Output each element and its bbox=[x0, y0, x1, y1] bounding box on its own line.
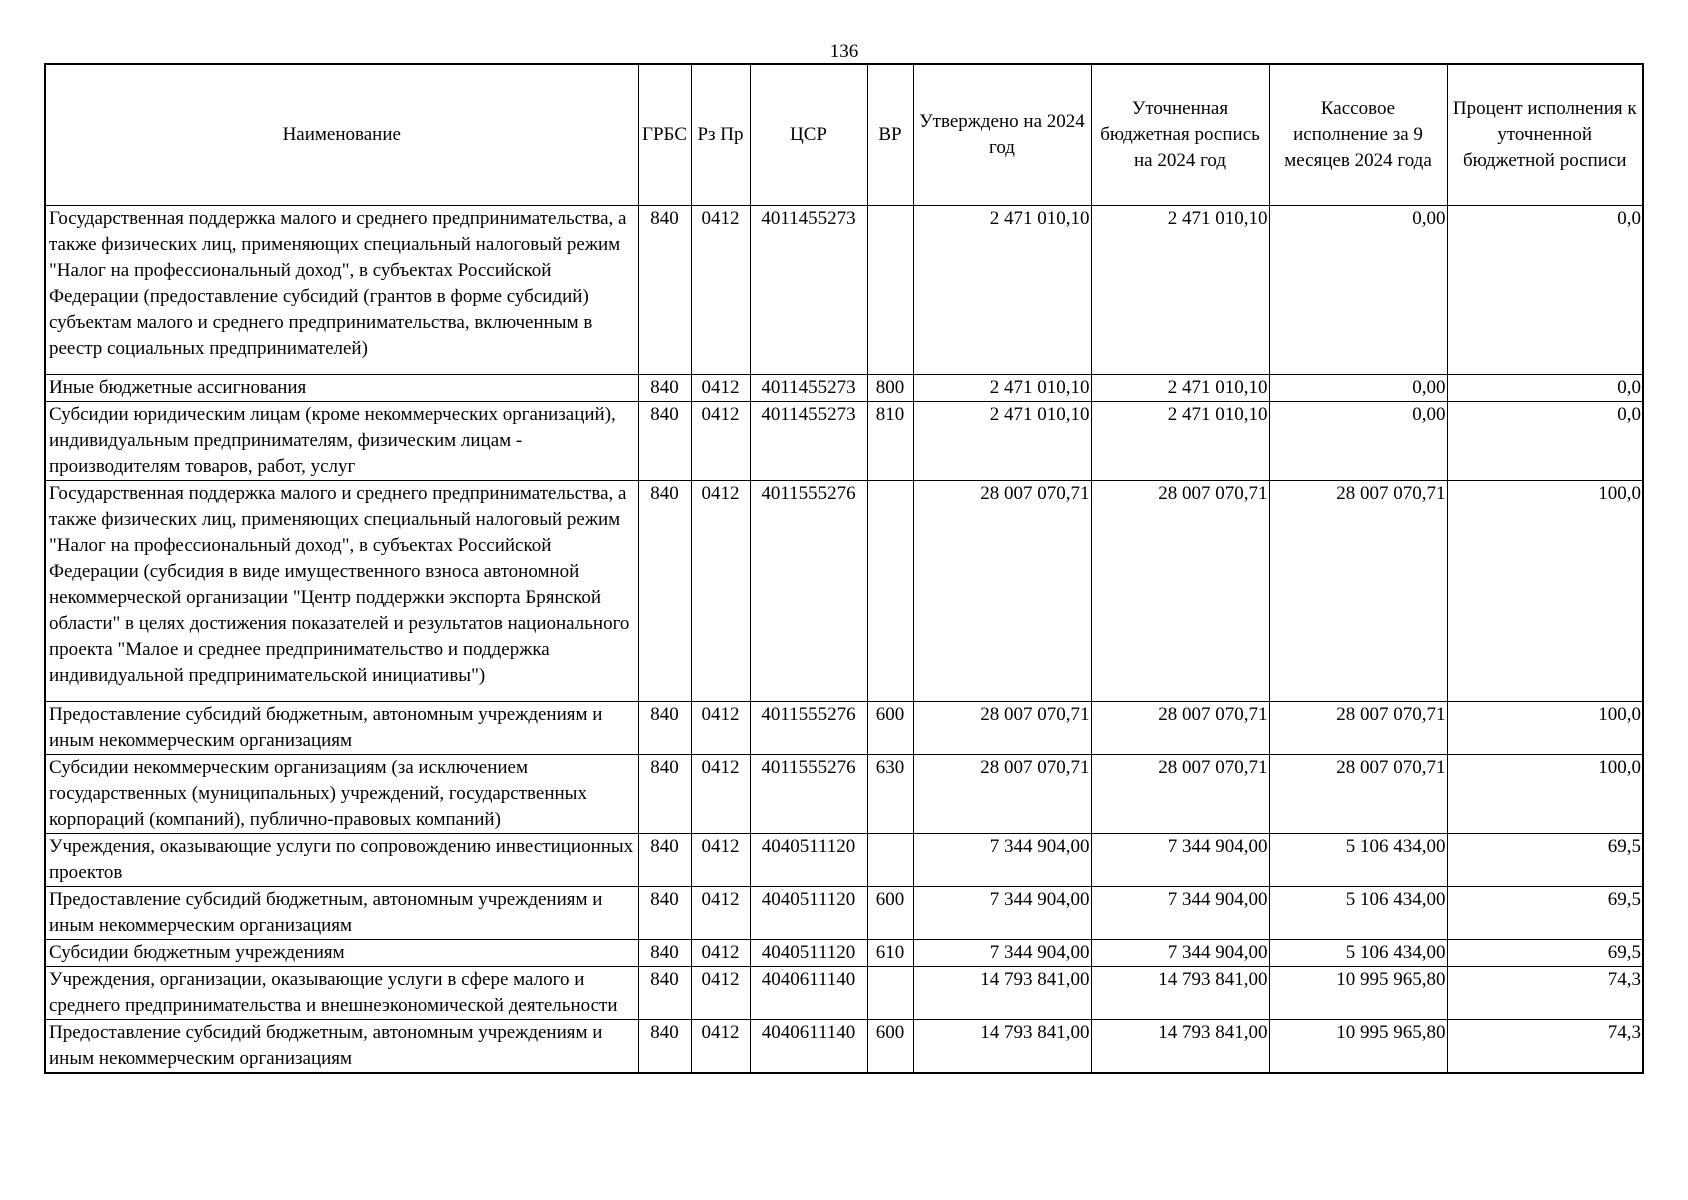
cell-executed: 10 995 965,80 bbox=[1269, 967, 1447, 1020]
cell-name: Учреждения, оказывающие услуги по сопровождению инвестиционных проектов bbox=[45, 834, 638, 887]
table-row bbox=[45, 481, 1643, 702]
cell-rzpr: 0412 bbox=[691, 402, 750, 481]
cell-refined: 14 793 841,00 bbox=[1091, 1020, 1269, 1074]
cell-refined: 2 471 010,10 bbox=[1091, 375, 1269, 402]
cell-csr: 4040511120 bbox=[750, 834, 867, 887]
cell-executed: 5 106 434,00 bbox=[1269, 834, 1447, 887]
cell-csr: 4011455273 bbox=[750, 402, 867, 481]
table-row bbox=[45, 402, 1643, 481]
cell-percent: 69,5 bbox=[1447, 834, 1643, 887]
cell-vr bbox=[867, 481, 913, 702]
cell-executed: 28 007 070,71 bbox=[1269, 755, 1447, 834]
cell-name: Иные бюджетные ассигнования bbox=[45, 375, 638, 402]
cell-percent: 0,0 bbox=[1447, 402, 1643, 481]
cell-csr: 4011555276 bbox=[750, 755, 867, 834]
table-row bbox=[45, 375, 1643, 402]
cell-percent: 69,5 bbox=[1447, 940, 1643, 967]
cell-csr: 4011455273 bbox=[750, 206, 867, 375]
cell-executed: 28 007 070,71 bbox=[1269, 481, 1447, 702]
header-csr: ЦСР bbox=[750, 64, 867, 206]
cell-name: Предоставление субсидий бюджетным, автономным учреждениям и иным некоммерческим организациям bbox=[45, 1020, 638, 1074]
cell-name: Предоставление субсидий бюджетным, автономным учреждениям и иным некоммерческим организациям bbox=[45, 887, 638, 940]
cell-vr: 610 bbox=[867, 940, 913, 967]
cell-approved: 7 344 904,00 bbox=[913, 940, 1091, 967]
cell-percent: 0,0 bbox=[1447, 375, 1643, 402]
cell-vr: 600 bbox=[867, 887, 913, 940]
table-row bbox=[45, 834, 1643, 887]
header-executed: Кассовое исполнение за 9 месяцев 2024 года bbox=[1269, 64, 1447, 206]
cell-grbs: 840 bbox=[638, 702, 691, 755]
cell-refined: 7 344 904,00 bbox=[1091, 940, 1269, 967]
cell-percent: 0,0 bbox=[1447, 206, 1643, 375]
header-refined: Уточненная бюджетная роспись на 2024 год bbox=[1091, 64, 1269, 206]
budget-table-container bbox=[44, 63, 1642, 1074]
cell-name: Государственная поддержка малого и среднего предпринимательства, а также физических лиц, применяющих специальный налоговый режим "Налог на профессиональный доход", в субъектах Российской Федерации (предоставление субсидий (грантов в форме субсидий) субъектам малого и среднего предпринимательства, включенным в реестр социальных предпринимателей) bbox=[45, 206, 638, 375]
cell-rzpr: 0412 bbox=[691, 834, 750, 887]
cell-rzpr: 0412 bbox=[691, 967, 750, 1020]
cell-vr: 810 bbox=[867, 402, 913, 481]
cell-vr: 630 bbox=[867, 755, 913, 834]
cell-refined: 7 344 904,00 bbox=[1091, 834, 1269, 887]
cell-executed: 0,00 bbox=[1269, 206, 1447, 375]
cell-approved: 14 793 841,00 bbox=[913, 1020, 1091, 1074]
cell-grbs: 840 bbox=[638, 834, 691, 887]
table-body bbox=[45, 206, 1643, 1074]
cell-executed: 28 007 070,71 bbox=[1269, 702, 1447, 755]
cell-name: Государственная поддержка малого и среднего предпринимательства, а также физических лиц, применяющих специальный налоговый режим "Налог на профессиональный доход", в субъектах Российской Федерации (субсидия в виде имущественного взноса автономной некоммерческой организации "Центр поддержки экспорта Брянской области" в целях достижения показателей и результатов национального проекта "Малое и среднее предпринимательство и поддержка индивидуальной предпринимательской инициативы") bbox=[45, 481, 638, 702]
cell-approved: 28 007 070,71 bbox=[913, 702, 1091, 755]
cell-grbs: 840 bbox=[638, 206, 691, 375]
cell-approved: 2 471 010,10 bbox=[913, 375, 1091, 402]
cell-name: Учреждения, организации, оказывающие услуги в сфере малого и среднего предпринимательства и внешнеэкономической деятельности bbox=[45, 967, 638, 1020]
cell-rzpr: 0412 bbox=[691, 206, 750, 375]
page-number: 136 bbox=[829, 41, 859, 62]
cell-refined: 28 007 070,71 bbox=[1091, 702, 1269, 755]
cell-grbs: 840 bbox=[638, 755, 691, 834]
cell-percent: 69,5 bbox=[1447, 887, 1643, 940]
cell-rzpr: 0412 bbox=[691, 755, 750, 834]
cell-executed: 5 106 434,00 bbox=[1269, 887, 1447, 940]
cell-rzpr: 0412 bbox=[691, 887, 750, 940]
cell-percent: 74,3 bbox=[1447, 967, 1643, 1020]
table-row bbox=[45, 206, 1643, 375]
cell-percent: 74,3 bbox=[1447, 1020, 1643, 1074]
cell-vr: 600 bbox=[867, 1020, 913, 1074]
cell-rzpr: 0412 bbox=[691, 1020, 750, 1074]
cell-grbs: 840 bbox=[638, 375, 691, 402]
cell-percent: 100,0 bbox=[1447, 702, 1643, 755]
cell-refined: 14 793 841,00 bbox=[1091, 967, 1269, 1020]
header-row bbox=[45, 64, 1643, 206]
header-percent: Процент исполнения к уточненной бюджетной росписи bbox=[1447, 64, 1643, 206]
cell-csr: 4040511120 bbox=[750, 887, 867, 940]
cell-executed: 0,00 bbox=[1269, 402, 1447, 481]
cell-rzpr: 0412 bbox=[691, 702, 750, 755]
cell-grbs: 840 bbox=[638, 887, 691, 940]
cell-grbs: 840 bbox=[638, 481, 691, 702]
cell-csr: 4011555276 bbox=[750, 481, 867, 702]
header-grbs: ГРБС bbox=[638, 64, 691, 206]
cell-percent: 100,0 bbox=[1447, 481, 1643, 702]
cell-executed: 5 106 434,00 bbox=[1269, 940, 1447, 967]
cell-refined: 28 007 070,71 bbox=[1091, 755, 1269, 834]
cell-csr: 4040511120 bbox=[750, 940, 867, 967]
cell-grbs: 840 bbox=[638, 967, 691, 1020]
cell-refined: 28 007 070,71 bbox=[1091, 481, 1269, 702]
table-row bbox=[45, 967, 1643, 1020]
cell-csr: 4040611140 bbox=[750, 1020, 867, 1074]
cell-vr bbox=[867, 967, 913, 1020]
table-row bbox=[45, 1020, 1643, 1074]
cell-approved: 2 471 010,10 bbox=[913, 402, 1091, 481]
cell-grbs: 840 bbox=[638, 402, 691, 481]
header-name: Наименование bbox=[45, 64, 638, 206]
header-approved: Утверждено на 2024 год bbox=[913, 64, 1091, 206]
cell-csr: 4011455273 bbox=[750, 375, 867, 402]
cell-csr: 4040611140 bbox=[750, 967, 867, 1020]
cell-name: Предоставление субсидий бюджетным, автономным учреждениям и иным некоммерческим организациям bbox=[45, 702, 638, 755]
cell-rzpr: 0412 bbox=[691, 481, 750, 702]
cell-refined: 2 471 010,10 bbox=[1091, 206, 1269, 375]
cell-approved: 28 007 070,71 bbox=[913, 755, 1091, 834]
table-row bbox=[45, 887, 1643, 940]
table-row bbox=[45, 702, 1643, 755]
cell-approved: 2 471 010,10 bbox=[913, 206, 1091, 375]
cell-grbs: 840 bbox=[638, 1020, 691, 1074]
cell-vr bbox=[867, 834, 913, 887]
cell-refined: 2 471 010,10 bbox=[1091, 402, 1269, 481]
cell-rzpr: 0412 bbox=[691, 375, 750, 402]
cell-name: Субсидии некоммерческим организациям (за исключением государственных (муниципальных) учреждений, государственных корпораций (компаний), публично-правовых компаний) bbox=[45, 755, 638, 834]
table-row bbox=[45, 940, 1643, 967]
cell-vr bbox=[867, 206, 913, 375]
header-vr: ВР bbox=[867, 64, 913, 206]
cell-approved: 7 344 904,00 bbox=[913, 887, 1091, 940]
header-rzpr: Рз Пр bbox=[691, 64, 750, 206]
cell-rzpr: 0412 bbox=[691, 940, 750, 967]
cell-refined: 7 344 904,00 bbox=[1091, 887, 1269, 940]
table-header bbox=[45, 64, 1643, 206]
cell-grbs: 840 bbox=[638, 940, 691, 967]
cell-executed: 0,00 bbox=[1269, 375, 1447, 402]
budget-table bbox=[44, 63, 1644, 1074]
cell-executed: 10 995 965,80 bbox=[1269, 1020, 1447, 1074]
cell-csr: 4011555276 bbox=[750, 702, 867, 755]
cell-name: Субсидии юридическим лицам (кроме некоммерческих организаций), индивидуальным предпринимателям, физическим лицам - производителям товаров, работ, услуг bbox=[45, 402, 638, 481]
cell-vr: 600 bbox=[867, 702, 913, 755]
cell-approved: 14 793 841,00 bbox=[913, 967, 1091, 1020]
cell-percent: 100,0 bbox=[1447, 755, 1643, 834]
cell-name: Субсидии бюджетным учреждениям bbox=[45, 940, 638, 967]
cell-vr: 800 bbox=[867, 375, 913, 402]
cell-approved: 7 344 904,00 bbox=[913, 834, 1091, 887]
cell-approved: 28 007 070,71 bbox=[913, 481, 1091, 702]
table-row bbox=[45, 755, 1643, 834]
